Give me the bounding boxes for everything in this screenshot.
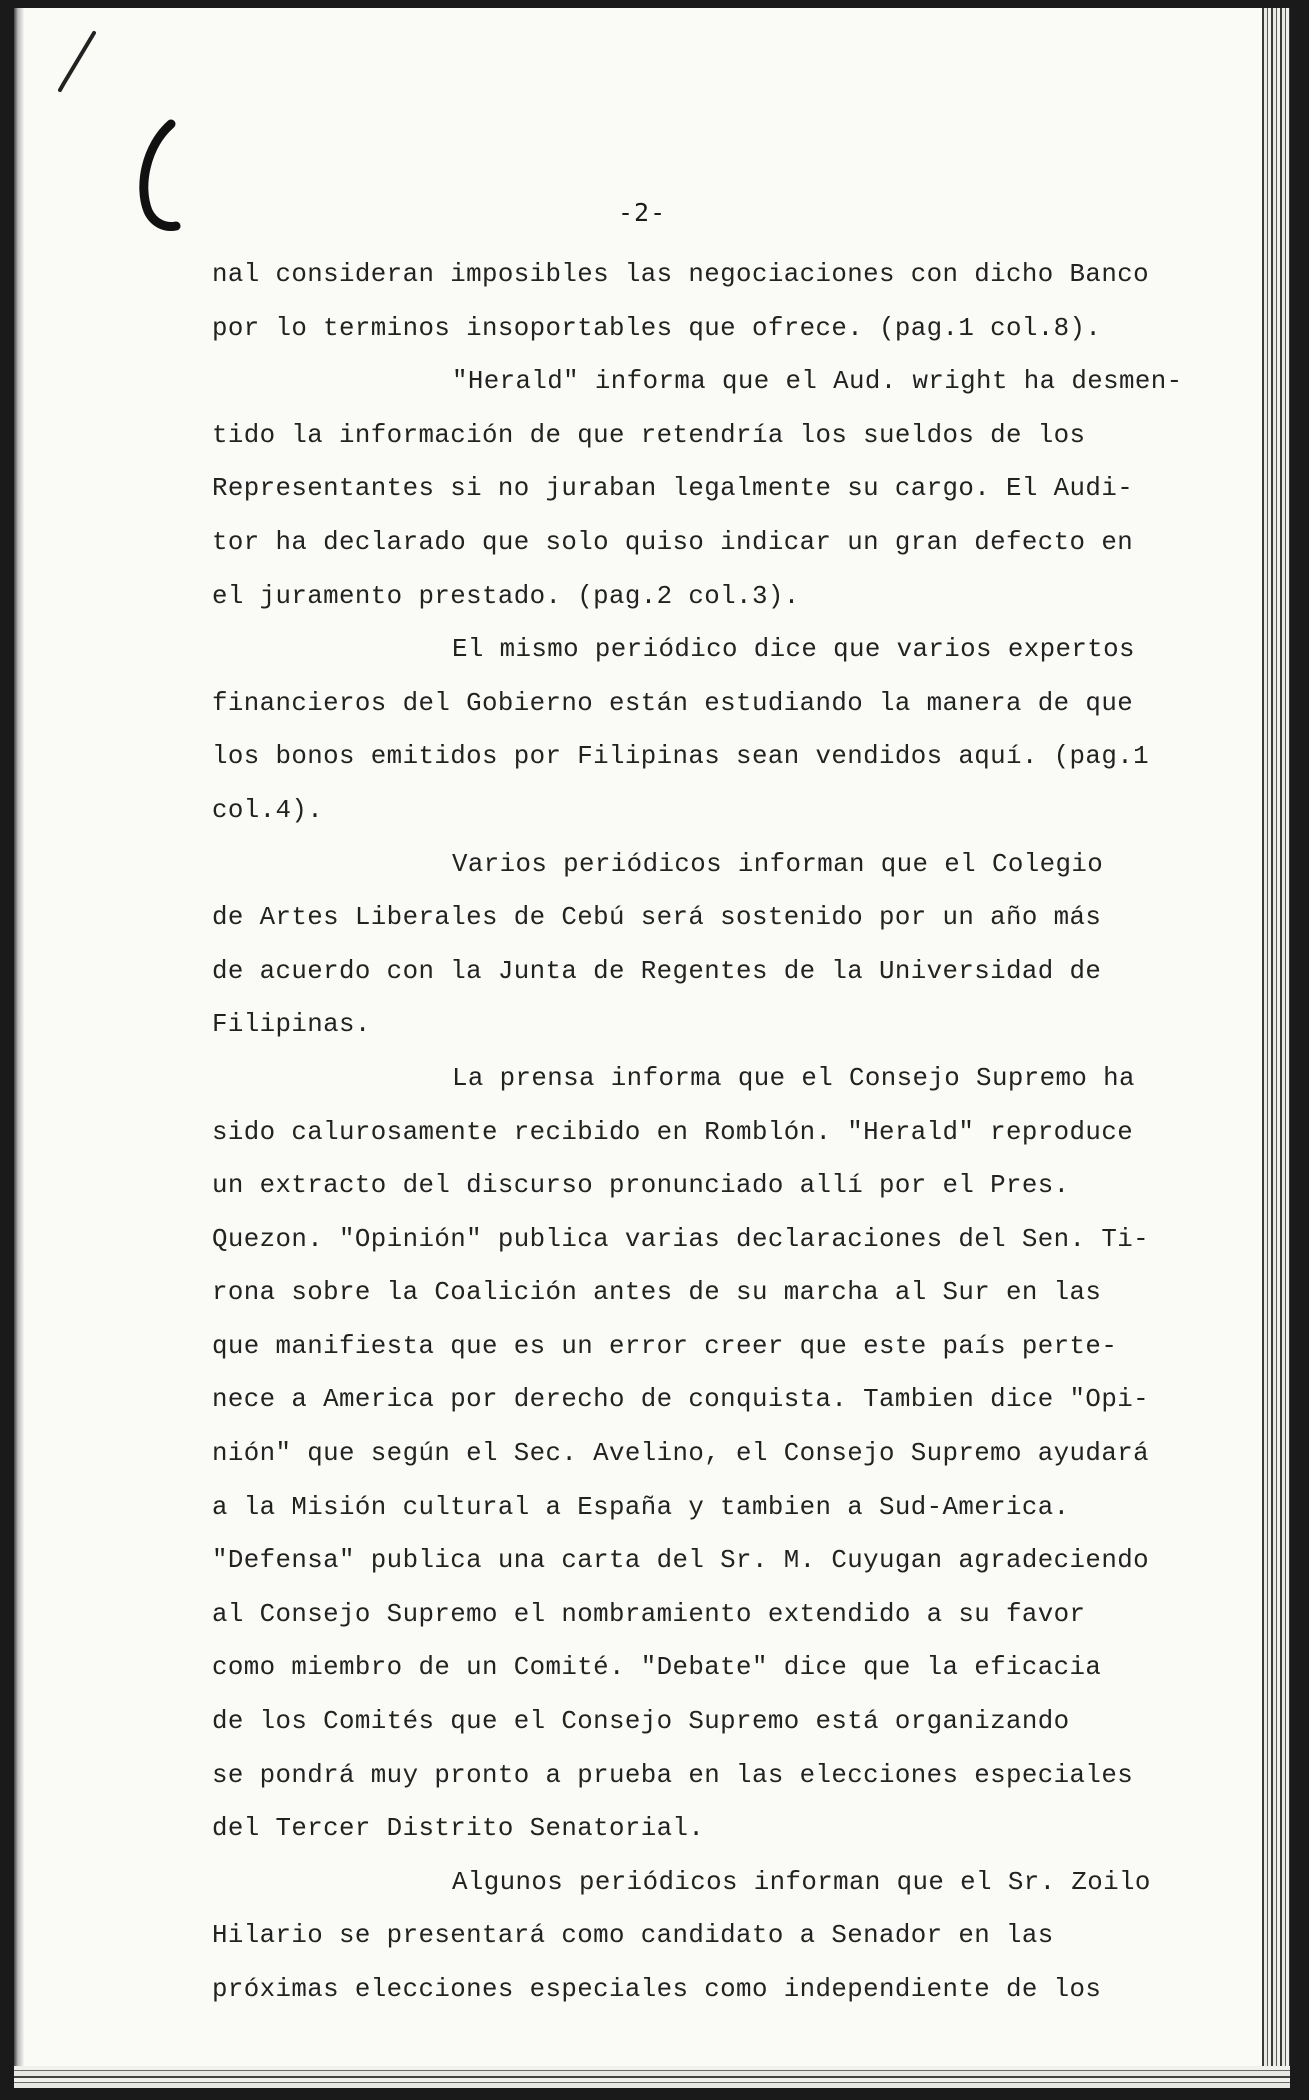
text-line: El mismo periódico dice que varios expertos [452,635,1135,665]
text-line: "Defensa" publica una carta del Sr. M. Cuyugan agradeciendo [212,1546,1149,1576]
page-number: -2- [618,198,667,227]
text-line: un extracto del discurso pronunciado allí por el Pres. [212,1171,1070,1201]
text-line: Hilario se presentará como candidato a Senador en las [212,1921,1054,1951]
text-line: nece a America por derecho de conquista. Tambien dice "Opi- [212,1385,1149,1415]
page-bottom-edge [14,2066,1290,2088]
text-line: se pondrá muy pronto a prueba en las elecciones especiales [212,1760,1134,1790]
document-page [14,8,1290,2088]
text-line: Representantes si no juraban legalmente su cargo. El Audi- [212,474,1134,504]
text-line: de Artes Liberales de Cebú será sostenido por un año más [212,903,1102,933]
text-line: por lo terminos insoportables que ofrece. (pag.1 col.8). [212,313,1102,343]
corner-pen-mark-icon [44,28,104,98]
text-line: La prensa informa que el Consejo Supremo ha [452,1063,1135,1093]
text-line: rona sobre la Coalición antes de su marcha al Sur en las [212,1278,1102,1308]
text-line: Quezon. "Opinión" publica varias declaraciones del Sen. Ti- [212,1224,1149,1254]
text-line: del Tercer Distrito Senatorial. [212,1814,705,1844]
text-line: próximas elecciones especiales como independiente de los [212,1975,1102,2004]
text-line: "Herald" informa que el Aud. wright ha desmen- [452,367,1183,397]
text-line: al Consejo Supremo el nombramiento extendido a su favor [212,1599,1086,1629]
text-line: col.4). [212,795,324,825]
text-line: que manifiesta que es un error creer que este país perte- [212,1331,1118,1361]
text-line: nión" que según el Sec. Avelino, el Consejo Supremo ayudará [212,1439,1149,1469]
page-right-edge [1262,8,1290,2088]
body-text [212,248,1183,2017]
text-line: Algunos periódicos informan que el Sr. Zoilo [452,1867,1151,1897]
text-line: nal consideran imposibles las negociaciones con dicho Banco [212,260,1149,289]
page-left-edge [14,8,24,2088]
text-line: Varios periódicos informan que el Colegio [452,849,1104,879]
text-line: tido la información de que retendría los sueldos de los [212,420,1086,450]
text-line: de los Comités que el Consejo Supremo está organizando [212,1707,1070,1737]
text-line: sido calurosamente recibido en Romblón. "Herald" reproduce [212,1117,1134,1147]
handwritten-bracket-icon [126,116,186,236]
text-line: el juramento prestado. (pag.2 col.3). [212,581,800,611]
text-line: los bonos emitidos por Filipinas sean vendidos aquí. (pag.1 [212,742,1149,772]
text-line: Filipinas. [212,1010,371,1040]
text-line: de acuerdo con la Junta de Regentes de la Universidad de [212,956,1102,986]
text-line: tor ha declarado que solo quiso indicar un gran defecto en [212,527,1134,557]
text-line: como miembro de un Comité. "Debate" dice que la eficacia [212,1653,1102,1683]
text-line: financieros del Gobierno están estudiando la manera de que [212,688,1134,718]
text-line: a la Misión cultural a España y tambien a Sud-America. [212,1492,1070,1522]
